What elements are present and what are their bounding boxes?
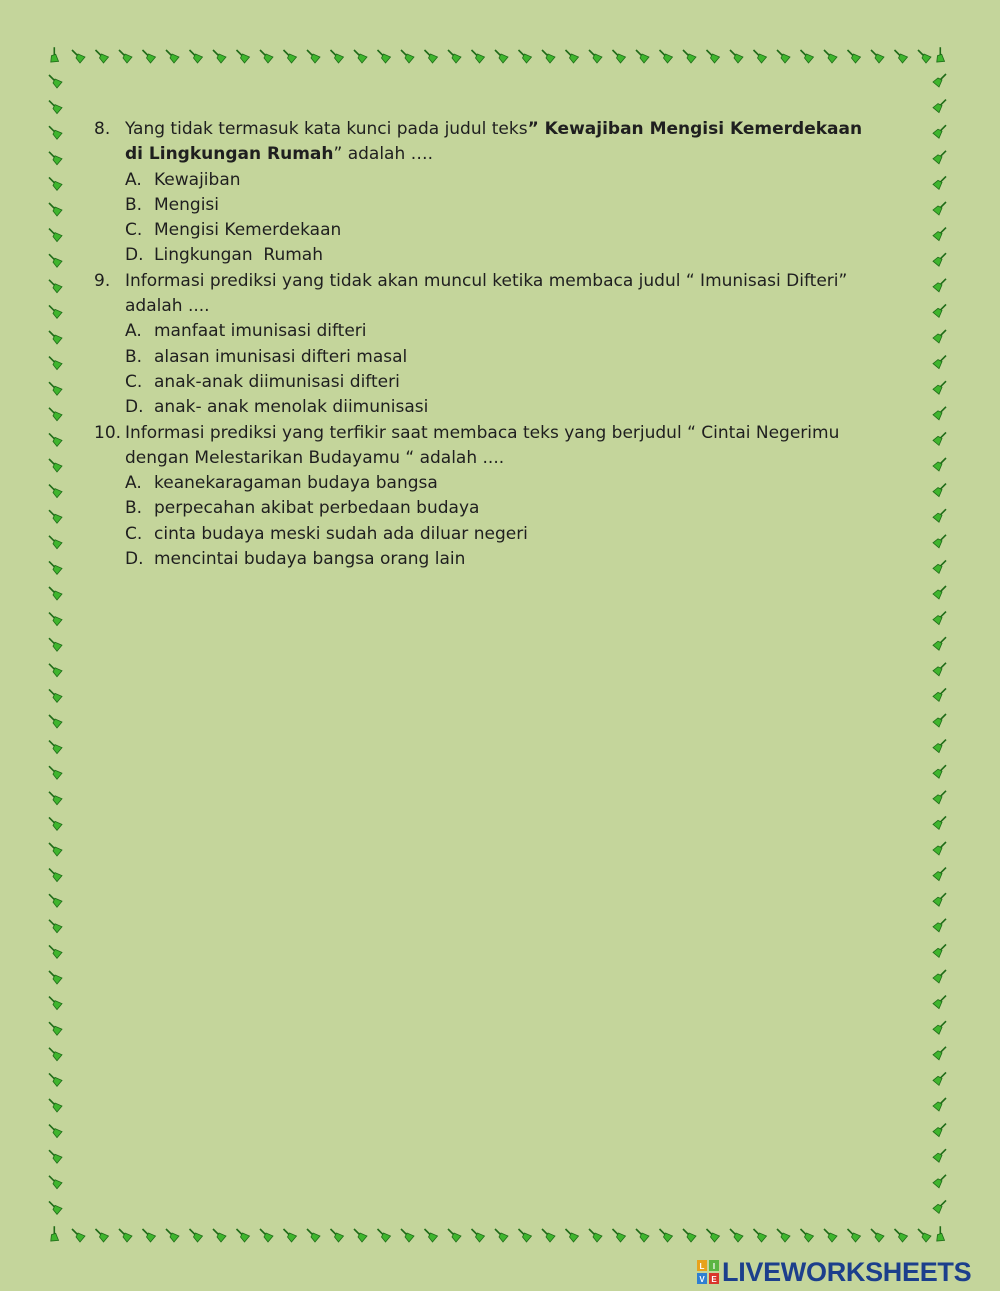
border-leaf (933, 356, 946, 369)
border-leaf (933, 100, 946, 113)
border-leaf (589, 50, 602, 63)
border-leaf (49, 101, 62, 114)
border-leaf (931, 47, 949, 65)
option-9d: D. anak- anak menolak diimunisasi (125, 397, 429, 418)
border-leaf (933, 458, 946, 471)
border-leaf (49, 331, 62, 344)
border-leaf (401, 1229, 414, 1242)
border-leaf (49, 613, 62, 626)
option-9b: B. alasan imunisasi difteri masal (125, 346, 408, 367)
border-leaf (730, 50, 743, 63)
border-leaf (49, 587, 62, 600)
border-leaf (542, 1229, 555, 1242)
border-leaf (49, 357, 62, 370)
border-leaf (933, 253, 946, 266)
border-leaf (49, 741, 62, 754)
border-leaf (495, 1229, 508, 1242)
border-leaf (49, 1022, 62, 1035)
border-leaf (519, 50, 532, 63)
border-leaf (49, 638, 62, 651)
border-leaf (49, 126, 62, 139)
border-leaf (49, 689, 62, 702)
question-10 (94, 421, 884, 472)
svg-text:E: E (711, 1275, 717, 1284)
border-leaf (448, 50, 461, 63)
question-8 (94, 117, 884, 168)
border-leaf (933, 765, 946, 778)
svg-text:L: L (699, 1262, 705, 1271)
border-leaf (401, 50, 414, 63)
border-leaf (49, 766, 62, 779)
border-leaf (636, 50, 649, 63)
border-leaf (660, 1229, 673, 1242)
border-leaf (933, 612, 946, 625)
border-leaf (636, 1229, 649, 1242)
border-leaf (933, 1200, 946, 1213)
border-leaf (613, 1229, 626, 1242)
question-number: 10. (94, 422, 122, 443)
border-leaf (213, 50, 226, 63)
border-leaf (754, 1229, 767, 1242)
border-leaf (45, 1226, 63, 1244)
border-leaf (683, 50, 696, 63)
liveworksheets-logo-icon (697, 1260, 719, 1284)
border-leaf (613, 50, 626, 63)
border-leaf (933, 304, 946, 317)
border-leaf (49, 177, 62, 190)
border-leaf (933, 279, 946, 292)
border-leaf (933, 791, 946, 804)
border-leaf (378, 1229, 391, 1242)
border-leaf (472, 1229, 485, 1242)
border-leaf (933, 432, 946, 445)
border-leaf (933, 816, 946, 829)
border-leaf (918, 50, 931, 63)
border-leaf (933, 125, 946, 138)
border-leaf (933, 714, 946, 727)
border-leaf (933, 535, 946, 548)
border-leaf (49, 971, 62, 984)
border-leaf (824, 50, 837, 63)
liveworksheets-logo-text: LIVEWORKSHEETS (722, 1256, 972, 1287)
border-leaf (331, 50, 344, 63)
border-leaf (660, 50, 673, 63)
border-leaf (933, 970, 946, 983)
border-leaf (49, 843, 62, 856)
border-leaf (49, 229, 62, 242)
border-leaf (49, 997, 62, 1010)
border-leaf (566, 50, 579, 63)
question-9 (94, 269, 884, 320)
border-leaf (683, 1229, 696, 1242)
liveworksheets-logo[interactable] (697, 1257, 971, 1287)
border-leaf (96, 50, 109, 63)
border-leaf (237, 1229, 250, 1242)
border-leaf (933, 484, 946, 497)
question-text: Informasi prediksi yang terfikir saat membaca teks yang berjudul “ Cintai Negerimu dengan Melestarikan Budayamu “ adalah .... (125, 422, 840, 468)
border-leaf (801, 50, 814, 63)
border-leaf (933, 176, 946, 189)
border-leaf (448, 1229, 461, 1242)
border-leaf (933, 1175, 946, 1188)
border-leaf (933, 151, 946, 164)
border-leaf (96, 1229, 109, 1242)
border-leaf (895, 50, 908, 63)
border-leaf (777, 50, 790, 63)
border-leaf (824, 1229, 837, 1242)
border-leaf (260, 50, 273, 63)
border-leaf (801, 1229, 814, 1242)
border-leaf (871, 1229, 884, 1242)
option-8d: D. Lingkungan Rumah (125, 245, 323, 266)
border-leaf (542, 50, 555, 63)
border-leaf (933, 1072, 946, 1085)
border-leaf (933, 330, 946, 343)
border-leaf (190, 1229, 203, 1242)
border-leaf (72, 50, 85, 63)
border-leaf (49, 1073, 62, 1086)
border-leaf (143, 1229, 156, 1242)
bold-title: ” Kewajiban Mengisi Kemerdekaan di Lingkungan Rumah (125, 119, 863, 165)
border-leaf (190, 50, 203, 63)
border-leaf (72, 1229, 85, 1242)
border-leaf (49, 382, 62, 395)
border-leaf (933, 893, 946, 906)
border-leaf (519, 1229, 532, 1242)
border-leaf (589, 1229, 602, 1242)
border-leaf (49, 1201, 62, 1214)
border-leaf (871, 50, 884, 63)
border-leaf (49, 459, 62, 472)
border-leaf (49, 894, 62, 907)
border-leaf (49, 920, 62, 933)
border-leaf (933, 740, 946, 753)
option-10d: D. mencintai budaya bangsa orang lain (125, 549, 466, 570)
border-leaf (49, 792, 62, 805)
border-leaf (284, 1229, 297, 1242)
question-text: Informasi prediksi yang tidak akan muncul ketika membaca judul “ Imunisasi Difteri” adalah .... (125, 270, 848, 317)
question-number: 9. (94, 270, 111, 291)
border-leaf (213, 1229, 226, 1242)
option-8a: A. Kewajiban (125, 169, 241, 190)
option-8b: B. Mengisi (125, 194, 219, 215)
border-leaf (933, 1124, 946, 1137)
border-leaf (378, 50, 391, 63)
border-leaf (49, 1099, 62, 1112)
border-leaf (707, 50, 720, 63)
border-leaf (49, 510, 62, 523)
border-leaf (166, 50, 179, 63)
border-leaf (495, 50, 508, 63)
question-text: Yang tidak termasuk kata kunci pada judul teks” Kewajiban Mengisi Kemerdekaan di Lingkungan Rumah” adalah …. (125, 119, 863, 165)
border-leaf (777, 1229, 790, 1242)
border-leaf (933, 1098, 946, 1111)
worksheet-content (94, 117, 884, 572)
border-leaf (933, 868, 946, 881)
border-leaf (260, 1229, 273, 1242)
border-leaf (730, 1229, 743, 1242)
border-leaf (933, 74, 946, 87)
border-leaf (933, 996, 946, 1009)
border-leaf (848, 1229, 861, 1242)
border-leaf (933, 919, 946, 932)
border-leaf (933, 407, 946, 420)
border-leaf (143, 50, 156, 63)
border-leaf (933, 637, 946, 650)
border-leaf (284, 50, 297, 63)
border-leaf (49, 817, 62, 830)
option-10c: C. cinta budaya meski sudah ada diluar negeri (125, 523, 528, 544)
option-8c: C. Mengisi Kemerdekaan (125, 220, 342, 241)
option-10b: B. perpecahan akibat perbedaan budaya (125, 498, 480, 519)
border-leaf (307, 50, 320, 63)
option-9c: C. anak-anak diimunisasi difteri (125, 371, 400, 392)
border-leaf (933, 663, 946, 676)
border-leaf (425, 1229, 438, 1242)
border-leaf (49, 536, 62, 549)
border-leaf (119, 50, 132, 63)
border-leaf (49, 305, 62, 318)
border-leaf (166, 1229, 179, 1242)
border-leaf (933, 509, 946, 522)
border-leaf (331, 1229, 344, 1242)
border-leaf (933, 944, 946, 957)
border-leaf (49, 152, 62, 165)
border-leaf (933, 1047, 946, 1060)
border-leaf (933, 202, 946, 215)
border-leaf (49, 561, 62, 574)
question-number: 8. (94, 119, 111, 139)
border-leaf (49, 485, 62, 498)
border-leaf (45, 47, 63, 65)
border-leaf (895, 1229, 908, 1242)
border-leaf (49, 1150, 62, 1163)
border-leaf (49, 254, 62, 267)
svg-text:I: I (712, 1262, 716, 1271)
border-leaf (49, 433, 62, 446)
border-leaf (933, 228, 946, 241)
border-leaf (119, 1229, 132, 1242)
border-leaf (933, 1149, 946, 1162)
border-leaf (754, 50, 767, 63)
border-leaf (472, 50, 485, 63)
border-leaf (49, 869, 62, 882)
border-leaf (566, 1229, 579, 1242)
border-leaf (237, 50, 250, 63)
border-leaf (49, 715, 62, 728)
border-leaf (307, 1229, 320, 1242)
border-leaf (933, 586, 946, 599)
border-leaf (931, 1226, 949, 1244)
border-leaf (49, 1176, 62, 1189)
border-leaf (49, 1125, 62, 1138)
option-9a: A. manfaat imunisasi difteri (125, 321, 367, 342)
border-leaf (49, 203, 62, 216)
border-leaf (933, 688, 946, 701)
border-leaf (354, 1229, 367, 1242)
border-leaf (933, 842, 946, 855)
border-leaf (425, 50, 438, 63)
border-leaf (933, 560, 946, 573)
border-leaf (918, 1229, 931, 1242)
border-leaf (49, 664, 62, 677)
border-leaf (707, 1229, 720, 1242)
border-leaf (49, 75, 62, 88)
option-10a: A. keanekaragaman budaya bangsa (125, 473, 438, 494)
border-leaf (49, 1048, 62, 1061)
border-leaf (49, 945, 62, 958)
border-leaf (933, 1021, 946, 1034)
border-leaf (49, 280, 62, 293)
border-leaf (848, 50, 861, 63)
border-leaf (933, 381, 946, 394)
border-leaf (49, 408, 62, 421)
svg-text:V: V (699, 1275, 705, 1284)
border-leaf (354, 50, 367, 63)
